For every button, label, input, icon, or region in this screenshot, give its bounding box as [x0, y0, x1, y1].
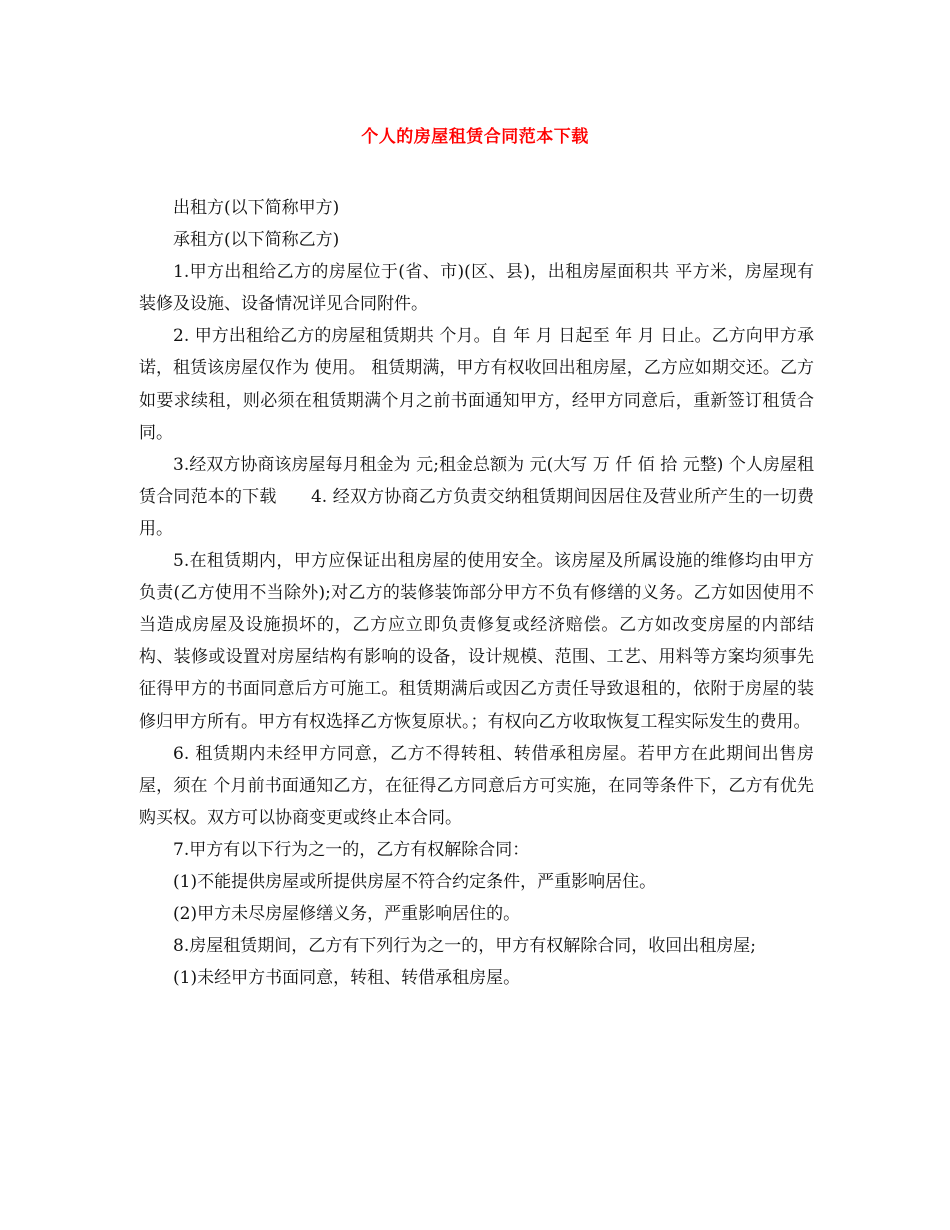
paragraph-lessee: 承租方(以下简称乙方): [173, 230, 340, 251]
paragraph-clause-3-4: 3.经双方协商该房屋每月租金为 元;租金总额为 元(大写 万 仟 佰 拾 元整) 个人房屋租赁合同范本的下载 4. 经双方协商乙方负责交纳租赁期间因居住及营业所产生的一切费用。: [139, 454, 814, 539]
paragraph-clause-8-item-1: (1)未经甲方书面同意，转租、转借承租房屋。: [173, 968, 521, 989]
document-title: 个人的房屋租赁合同范本下载: [361, 127, 589, 147]
paragraph-clause-6: 6. 租赁期内未经甲方同意，乙方不得转租、转借承租房屋。若甲方在此期间出售房屋，须在 个月前书面通知乙方，在征得乙方同意后方可实施，在同等条件下，乙方有优先购买权。双方可以协商变更或终止本合同。: [139, 743, 814, 828]
paragraph-clause-1: 1.甲方出租给乙方的房屋位于(省、市)(区、县)，出租房屋面积共 平方米，房屋现有装修及设施、设备情况详见合同附件。: [139, 262, 814, 315]
document-body: [139, 192, 814, 994]
paragraph-clause-7-item-1: (1)不能提供房屋或所提供房屋不符合约定条件，严重影响居住。: [173, 871, 657, 892]
paragraph-clause-7-item-2: (2)甲方未尽房屋修缮义务，严重影响居住的。: [173, 904, 521, 925]
paragraph-clause-5: 5.在租赁期内，甲方应保证出租房屋的使用安全。该房屋及所属设施的维修均由甲方负责(乙方使用不当除外);对乙方的装修装饰部分甲方不负有修缮的义务。乙方如因使用不当造成房屋及设施损坏的，乙方应立即负责修复或经济赔偿。乙方如改变房屋的内部结构、装修或设置对房屋结构有影响的设备，设计规模、范围、工艺、用料等方案均须事先征得甲方的书面同意后方可施工。租赁期满后或因乙方责任导致退租的，依附于房屋的装修归甲方所有。甲方有权选择乙方恢复原状。；有权向乙方收取恢复工程实际发生的费用。: [139, 551, 814, 732]
paragraph-lessor: 出租方(以下简称甲方): [173, 198, 340, 218]
paragraph-clause-8: 8.房屋租赁期间，乙方有下列行为之一的，甲方有权解除合同，收回出租房屋;: [173, 936, 756, 957]
paragraph-clause-7: 7.甲方有以下行为之一的，乙方有权解除合同：: [173, 839, 530, 860]
paragraph-clause-2: 2. 甲方出租给乙方的房屋租赁期共 个月。自 年 月 日起至 年 月 日止。乙方向甲方承诺，租赁该房屋仅作为 使用。 租赁期满，甲方有权收回出租房屋，乙方应如期交还。乙方如要求续租，则必须在租赁期满个月之前书面通知甲方，经甲方同意后，重新签订租赁合同。: [139, 326, 814, 443]
